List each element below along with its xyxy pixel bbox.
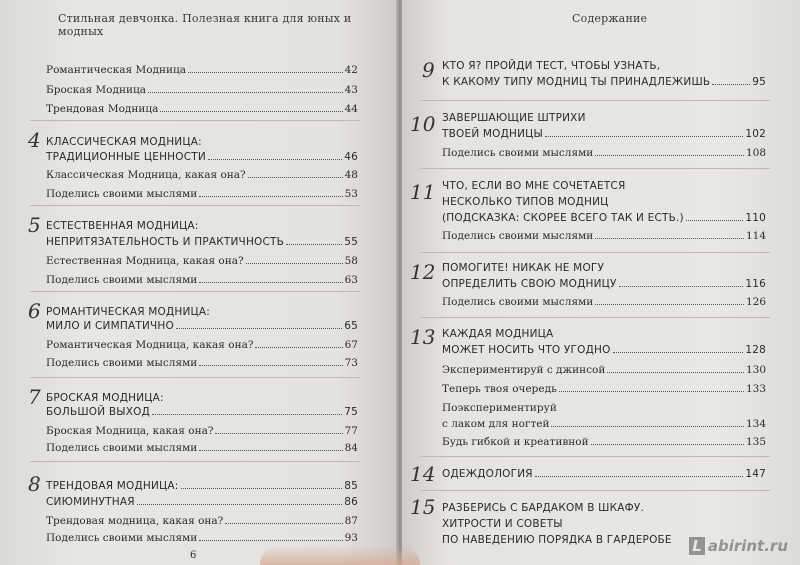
divider [420, 100, 770, 101]
right-running-header: Содержание [572, 12, 648, 25]
toc-chapter: БОЛЬШОЙ ВЫХОД 75 [46, 406, 358, 418]
chapter-number: 14 [410, 462, 436, 486]
divider [30, 461, 360, 462]
toc-entry: с лаком для ногтей 134 [442, 418, 766, 430]
watermark: L abirint.ru [689, 537, 788, 555]
left-page [0, 0, 398, 565]
toc-entry: Поделись своими мыслями 84 [46, 442, 358, 454]
toc-chapter: К КАКОМУ ТИПУ МОДНИЦ ТЫ ПРИНАДЛЕЖИШЬ 95 [442, 76, 766, 88]
toc-entry: Поделись своими мыслями 126 [442, 296, 766, 308]
toc-chapter: ТВОЕЙ МОДНИЦЫ 102 [442, 128, 766, 140]
toc-entry: Броская Модница 43 [46, 84, 358, 96]
chapter-title: ПОМОГИТЕ! НИКАК НЕ МОГУ [442, 262, 605, 274]
toc-chapter: МИЛО И СИМПАТИЧНО 65 [46, 320, 358, 332]
chapter-number: 13 [410, 325, 436, 349]
divider [30, 291, 360, 292]
chapter-title: НЕСКОЛЬКО ТИПОВ МОДНИЦ [442, 196, 609, 208]
chapter-title: КЛАССИЧЕСКАЯ МОДНИЦА: [46, 136, 202, 148]
divider [30, 377, 360, 378]
toc-chapter: ОПРЕДЕЛИТЬ СВОЮ МОДНИЦУ 116 [442, 278, 766, 290]
toc-entry: Теперь твоя очередь 133 [442, 383, 766, 395]
toc-entry: Поделись своими мыслями 73 [46, 357, 358, 369]
divider [420, 252, 770, 253]
toc-chapter: НЕПРИТЯЗАТЕЛЬНОСТЬ И ПРАКТИЧНОСТЬ 55 [46, 236, 358, 248]
toc-chapter: МОЖЕТ НОСИТЬ ЧТО УГОДНО 128 [442, 344, 766, 356]
toc-chapter: СИЮМИНУТНАЯ 86 [46, 496, 358, 508]
toc-entry: Трендовая модница, какая она? 87 [46, 515, 358, 527]
chapter-title: РАЗБЕРИСЬ С БАРДАКОМ В ШКАФУ. [442, 502, 645, 514]
chapter-number: 5 [28, 213, 41, 237]
chapter-title: ЗАВЕРШАЮЩИЕ ШТРИХИ [442, 112, 586, 124]
toc-entry: Поделись своими мыслями 114 [442, 230, 766, 242]
chapter-title: ПО НАВЕДЕНИЮ ПОРЯДКА В ГАРДЕРОБЕ [442, 534, 672, 546]
toc-entry: Естественная Модница, какая она? 58 [46, 255, 358, 267]
chapter-number: 11 [410, 180, 436, 204]
toc-entry: Броская Модница, какая она? 77 [46, 425, 358, 437]
chapter-number: 9 [422, 58, 435, 82]
toc-chapter: (ПОДСКАЗКА: СКОРЕЕ ВСЕГО ТАК И ЕСТЬ.) 110 [442, 212, 766, 224]
toc-chapter: ОДЕЖДОЛОГИЯ 147 [442, 468, 766, 480]
toc-entry: Поделись своими мыслями 93 [46, 532, 358, 544]
chapter-number: 10 [410, 112, 436, 136]
chapter-title: КАЖДАЯ МОДНИЦА [442, 328, 554, 340]
divider [420, 456, 770, 457]
toc-entry: Романтическая Модница 42 [46, 64, 358, 76]
chapter-number: 8 [28, 472, 41, 496]
toc-entry: Будь гибкой и креативной 135 [442, 436, 766, 448]
divider [420, 317, 770, 318]
toc-entry: Трендовая Модница 44 [46, 103, 358, 115]
toc-entry: Поделись своими мыслями 108 [442, 147, 766, 159]
divider [420, 490, 770, 491]
chapter-number: 15 [410, 495, 436, 519]
left-running-header: Стильная девчонка. Полезная книга для юных и модных [58, 12, 352, 38]
chapter-title: БРОСКАЯ МОДНИЦА: [46, 392, 164, 404]
page-number: 6 [190, 550, 197, 561]
right-page [402, 0, 800, 565]
toc-entry: Романтическая Модница, какая она? 67 [46, 339, 358, 351]
finger-shadow [260, 545, 420, 565]
divider [30, 120, 360, 121]
toc-entry: Экспериментируй с джинсой 130 [442, 364, 766, 376]
toc-entry: Поэкспериментируй [442, 402, 557, 414]
toc-chapter: ТРАДИЦИОННЫЕ ЦЕННОСТИ 46 [46, 151, 358, 163]
divider [30, 205, 360, 206]
chapter-title: КТО Я? ПРОЙДИ ТЕСТ, ЧТОБЫ УЗНАТЬ, [442, 60, 661, 72]
chapter-number: 4 [28, 128, 41, 152]
chapter-title: ХИТРОСТИ И СОВЕТЫ [442, 518, 563, 530]
toc-entry: Классическая Модница, какая она? 48 [46, 169, 358, 181]
chapter-title: ЕСТЕСТВЕННАЯ МОДНИЦА: [46, 220, 199, 232]
toc-entry: Поделись своими мыслями 63 [46, 274, 358, 286]
toc-entry: Поделись своими мыслями 53 [46, 188, 358, 200]
chapter-title: ЧТО, ЕСЛИ ВО МНЕ СОЧЕТАЕТСЯ [442, 180, 626, 192]
chapter-number: 6 [28, 299, 41, 323]
chapter-number: 7 [28, 385, 41, 409]
divider [420, 168, 770, 169]
toc-chapter: ТРЕНДОВАЯ МОДНИЦА: 85 [46, 480, 358, 492]
chapter-number: 12 [410, 260, 436, 284]
chapter-title: РОМАНТИЧЕСКАЯ МОДНИЦА: [46, 306, 210, 318]
